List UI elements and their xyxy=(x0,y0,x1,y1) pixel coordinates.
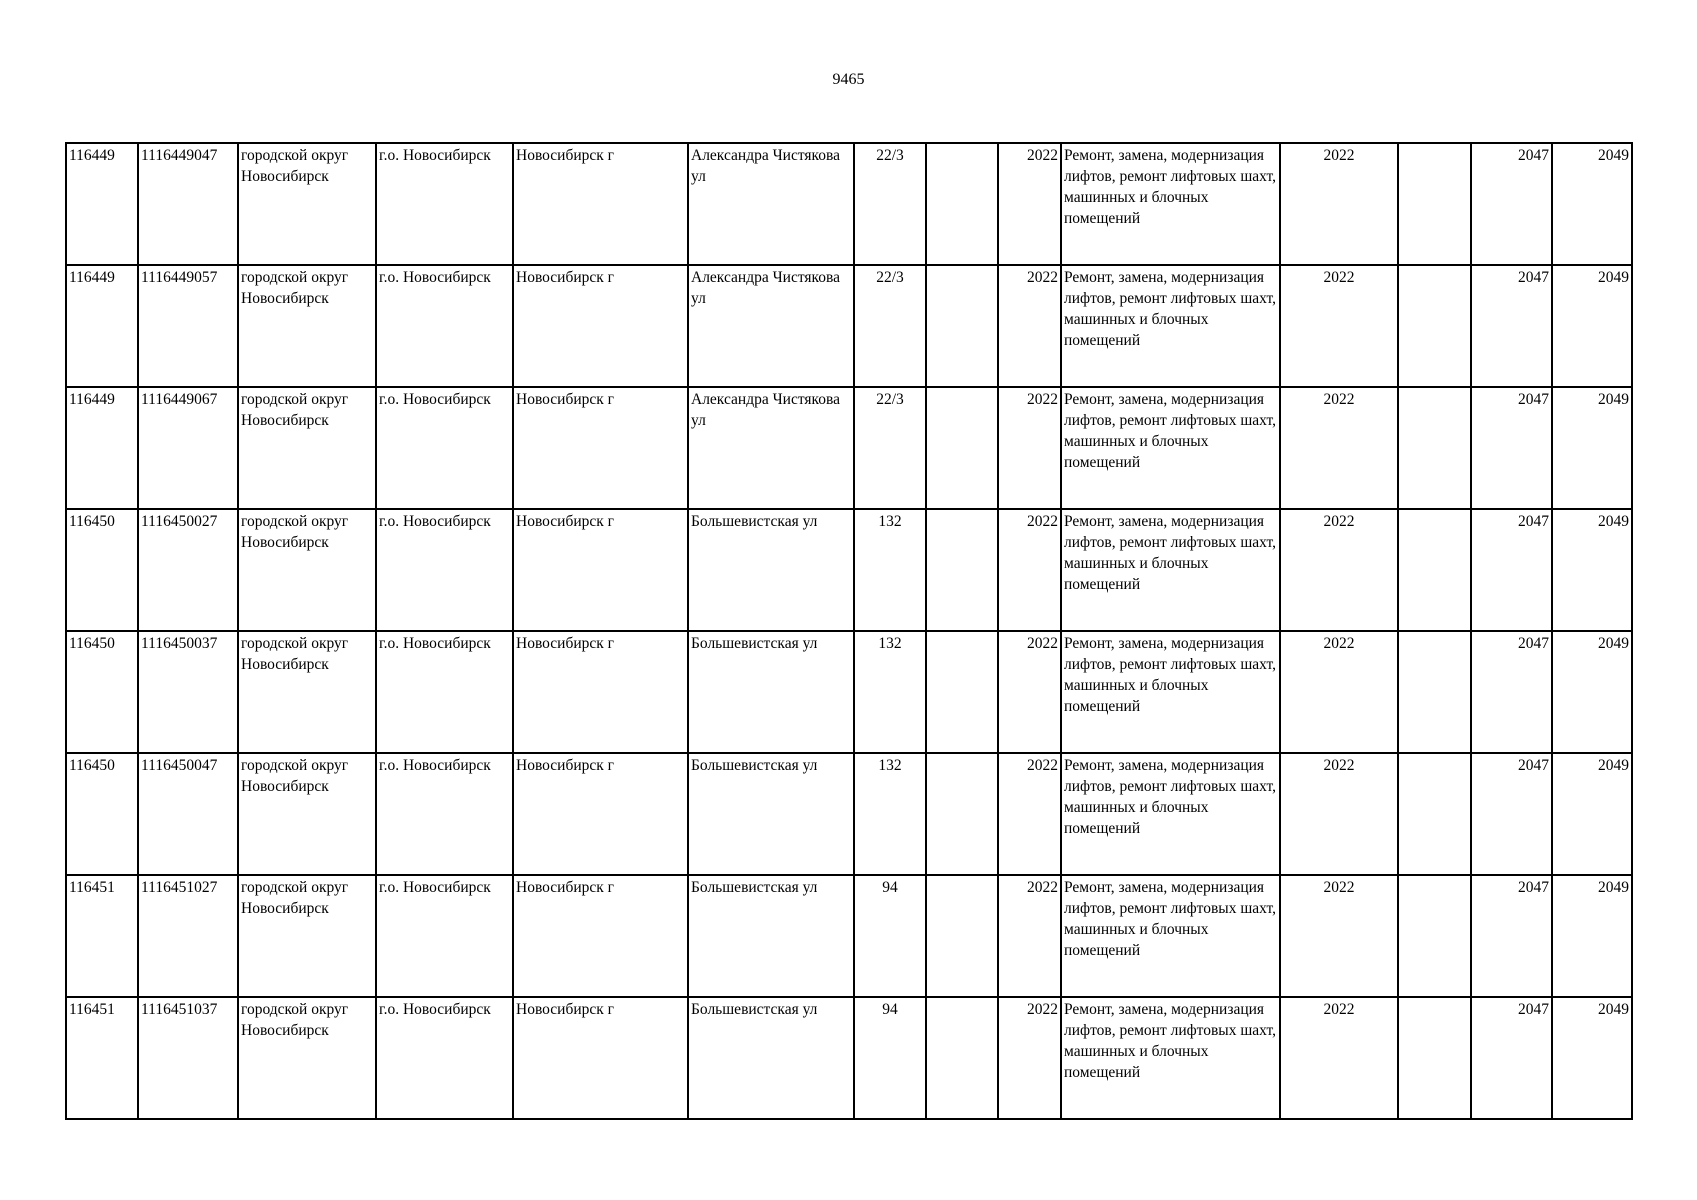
cell-locality: Новосибирск г xyxy=(513,143,688,265)
cell-municipality: городской округ Новосибирск xyxy=(238,387,376,509)
cell-house-number: 94 xyxy=(854,875,926,997)
cell-empty-b xyxy=(1398,997,1471,1119)
page-number: 9465 xyxy=(832,71,865,88)
cell-city-district: г.о. Новосибирск xyxy=(376,143,513,265)
cell-region-code: 116449 xyxy=(66,387,138,509)
cell-object-code: 1116450027 xyxy=(138,509,238,631)
cell-empty-a xyxy=(926,143,998,265)
cell-empty-a xyxy=(926,753,998,875)
cell-empty-b xyxy=(1398,509,1471,631)
cell-city-district: г.о. Новосибирск xyxy=(376,875,513,997)
cell-house-number: 132 xyxy=(854,631,926,753)
cell-next-year-a: 2047 xyxy=(1471,753,1552,875)
cell-next-year-b: 2049 xyxy=(1552,875,1632,997)
cell-region-code: 116450 xyxy=(66,631,138,753)
cell-street: Александра Чистякова ул xyxy=(688,143,854,265)
cell-next-year-b: 2049 xyxy=(1552,997,1632,1119)
cell-planned-year: 2022 xyxy=(1280,753,1398,875)
cell-next-year-b: 2049 xyxy=(1552,265,1632,387)
cell-work-type: Ремонт, замена, модернизация лифтов, ремонт лифтовых шахт, машинных и блочных помещений xyxy=(1061,875,1280,997)
cell-city-district: г.о. Новосибирск xyxy=(376,997,513,1119)
table-row xyxy=(66,631,1632,753)
cell-house-number: 22/3 xyxy=(854,143,926,265)
cell-year: 2022 xyxy=(998,509,1061,631)
cell-street: Большевистская ул xyxy=(688,509,854,631)
cell-locality: Новосибирск г xyxy=(513,265,688,387)
cell-locality: Новосибирск г xyxy=(513,387,688,509)
cell-year: 2022 xyxy=(998,631,1061,753)
cell-next-year-a: 2047 xyxy=(1471,265,1552,387)
cell-next-year-b: 2049 xyxy=(1552,143,1632,265)
cell-object-code: 1116451027 xyxy=(138,875,238,997)
cell-work-type: Ремонт, замена, модернизация лифтов, ремонт лифтовых шахт, машинных и блочных помещений xyxy=(1061,631,1280,753)
cell-planned-year: 2022 xyxy=(1280,143,1398,265)
table-body xyxy=(66,143,1632,1119)
cell-empty-b xyxy=(1398,265,1471,387)
cell-region-code: 116451 xyxy=(66,997,138,1119)
cell-next-year-b: 2049 xyxy=(1552,387,1632,509)
cell-city-district: г.о. Новосибирск xyxy=(376,631,513,753)
table-row xyxy=(66,875,1632,997)
cell-next-year-b: 2049 xyxy=(1552,509,1632,631)
cell-region-code: 116449 xyxy=(66,265,138,387)
cell-street: Большевистская ул xyxy=(688,753,854,875)
cell-empty-a xyxy=(926,265,998,387)
cell-street: Александра Чистякова ул xyxy=(688,387,854,509)
cell-empty-b xyxy=(1398,753,1471,875)
cell-street: Александра Чистякова ул xyxy=(688,265,854,387)
cell-street: Большевистская ул xyxy=(688,875,854,997)
table-row xyxy=(66,387,1632,509)
cell-street: Большевистская ул xyxy=(688,997,854,1119)
cell-municipality: городской округ Новосибирск xyxy=(238,875,376,997)
registry-table xyxy=(65,142,1633,1120)
cell-next-year-a: 2047 xyxy=(1471,143,1552,265)
cell-year: 2022 xyxy=(998,387,1061,509)
cell-year: 2022 xyxy=(998,753,1061,875)
cell-object-code: 1116450047 xyxy=(138,753,238,875)
cell-street: Большевистская ул xyxy=(688,631,854,753)
cell-locality: Новосибирск г xyxy=(513,509,688,631)
table-row xyxy=(66,753,1632,875)
cell-municipality: городской округ Новосибирск xyxy=(238,753,376,875)
cell-empty-b xyxy=(1398,875,1471,997)
cell-municipality: городской округ Новосибирск xyxy=(238,997,376,1119)
cell-planned-year: 2022 xyxy=(1280,265,1398,387)
cell-municipality: городской округ Новосибирск xyxy=(238,509,376,631)
cell-next-year-a: 2047 xyxy=(1471,631,1552,753)
cell-municipality: городской округ Новосибирск xyxy=(238,143,376,265)
cell-work-type: Ремонт, замена, модернизация лифтов, ремонт лифтовых шахт, машинных и блочных помещений xyxy=(1061,143,1280,265)
cell-city-district: г.о. Новосибирск xyxy=(376,753,513,875)
cell-work-type: Ремонт, замена, модернизация лифтов, ремонт лифтовых шахт, машинных и блочных помещений xyxy=(1061,265,1280,387)
table-row xyxy=(66,997,1632,1119)
cell-object-code: 1116450037 xyxy=(138,631,238,753)
cell-house-number: 22/3 xyxy=(854,387,926,509)
cell-next-year-b: 2049 xyxy=(1552,753,1632,875)
cell-region-code: 116451 xyxy=(66,875,138,997)
cell-empty-a xyxy=(926,631,998,753)
table-row xyxy=(66,509,1632,631)
table-row xyxy=(66,265,1632,387)
cell-planned-year: 2022 xyxy=(1280,387,1398,509)
cell-house-number: 132 xyxy=(854,753,926,875)
cell-year: 2022 xyxy=(998,143,1061,265)
cell-house-number: 94 xyxy=(854,997,926,1119)
cell-empty-a xyxy=(926,387,998,509)
cell-locality: Новосибирск г xyxy=(513,631,688,753)
cell-locality: Новосибирск г xyxy=(513,753,688,875)
cell-empty-b xyxy=(1398,387,1471,509)
cell-region-code: 116450 xyxy=(66,509,138,631)
cell-house-number: 132 xyxy=(854,509,926,631)
cell-work-type: Ремонт, замена, модернизация лифтов, ремонт лифтовых шахт, машинных и блочных помещений xyxy=(1061,387,1280,509)
cell-year: 2022 xyxy=(998,997,1061,1119)
cell-city-district: г.о. Новосибирск xyxy=(376,265,513,387)
cell-empty-b xyxy=(1398,143,1471,265)
cell-empty-a xyxy=(926,875,998,997)
cell-municipality: городской округ Новосибирск xyxy=(238,631,376,753)
cell-planned-year: 2022 xyxy=(1280,509,1398,631)
cell-city-district: г.о. Новосибирск xyxy=(376,387,513,509)
cell-empty-a xyxy=(926,509,998,631)
cell-object-code: 1116449057 xyxy=(138,265,238,387)
cell-next-year-a: 2047 xyxy=(1471,875,1552,997)
cell-region-code: 116450 xyxy=(66,753,138,875)
cell-object-code: 1116449047 xyxy=(138,143,238,265)
cell-locality: Новосибирск г xyxy=(513,997,688,1119)
cell-locality: Новосибирск г xyxy=(513,875,688,997)
cell-object-code: 1116451037 xyxy=(138,997,238,1119)
cell-empty-a xyxy=(926,997,998,1119)
cell-planned-year: 2022 xyxy=(1280,875,1398,997)
cell-planned-year: 2022 xyxy=(1280,631,1398,753)
cell-next-year-b: 2049 xyxy=(1552,631,1632,753)
cell-city-district: г.о. Новосибирск xyxy=(376,509,513,631)
cell-region-code: 116449 xyxy=(66,143,138,265)
cell-work-type: Ремонт, замена, модернизация лифтов, ремонт лифтовых шахт, машинных и блочных помещений xyxy=(1061,753,1280,875)
cell-work-type: Ремонт, замена, модернизация лифтов, ремонт лифтовых шахт, машинных и блочных помещений xyxy=(1061,509,1280,631)
cell-year: 2022 xyxy=(998,265,1061,387)
cell-house-number: 22/3 xyxy=(854,265,926,387)
cell-municipality: городской округ Новосибирск xyxy=(238,265,376,387)
cell-planned-year: 2022 xyxy=(1280,997,1398,1119)
cell-empty-b xyxy=(1398,631,1471,753)
cell-work-type: Ремонт, замена, модернизация лифтов, ремонт лифтовых шахт, машинных и блочных помещений xyxy=(1061,997,1280,1119)
cell-year: 2022 xyxy=(998,875,1061,997)
table-row xyxy=(66,143,1632,265)
cell-next-year-a: 2047 xyxy=(1471,387,1552,509)
cell-next-year-a: 2047 xyxy=(1471,997,1552,1119)
cell-object-code: 1116449067 xyxy=(138,387,238,509)
cell-next-year-a: 2047 xyxy=(1471,509,1552,631)
